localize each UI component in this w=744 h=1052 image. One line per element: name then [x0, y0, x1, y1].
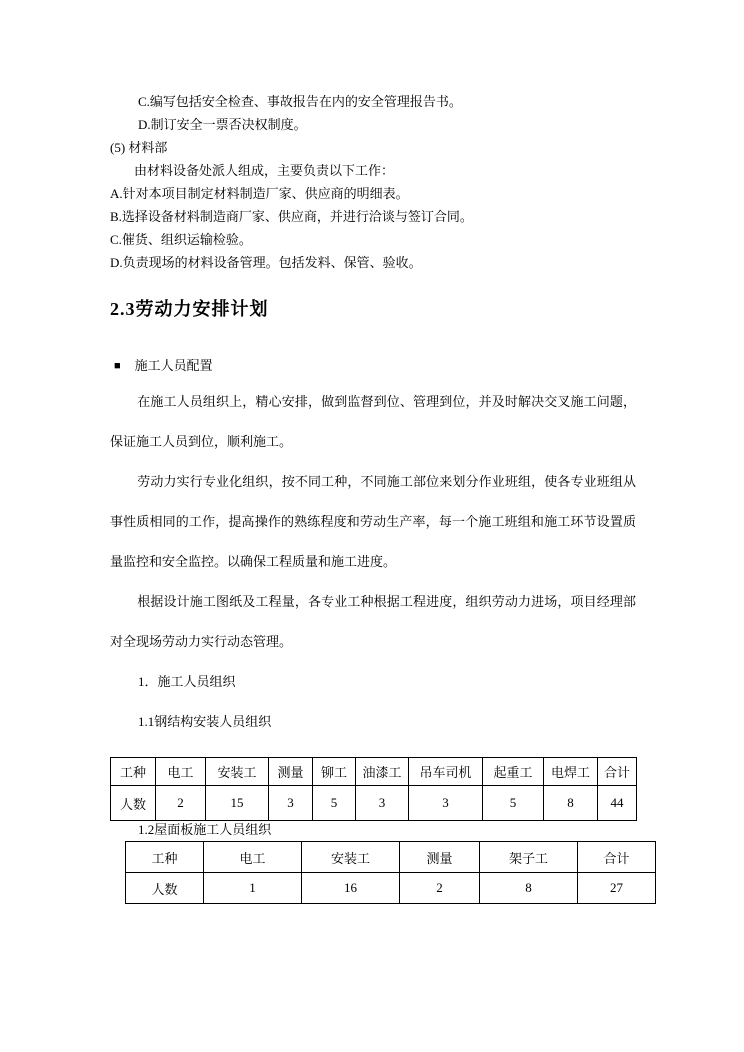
table-data-row [126, 873, 656, 904]
table-cell: 2 [156, 786, 206, 821]
table-cell: 电工 [156, 758, 206, 786]
task-item-b: B.选择设备材料制造商厂家、供应商，并进行洽谈与签订合同。 [110, 209, 473, 224]
roof-panel-staff-table [125, 841, 656, 904]
task-item-d: D.负责现场的材料设备管理。包括发料、保管、验收。 [110, 255, 422, 270]
table-cell: 人数 [111, 786, 156, 821]
table-cell: 测量 [269, 758, 313, 786]
table-cell: 电焊工 [544, 758, 598, 786]
square-bullet-icon: ■ [114, 360, 121, 372]
table-cell: 27 [578, 873, 656, 904]
task-item-a: A.针对本项目制定材料制造厂家、供应商的明细表。 [110, 186, 409, 201]
table-cell: 架子工 [480, 842, 578, 873]
table-cell: 测量 [400, 842, 480, 873]
table-cell: 合计 [578, 842, 656, 873]
section-heading: 2.3劳动力安排计划 [110, 299, 269, 319]
table-cell: 3 [269, 786, 313, 821]
table1-title: 1.1钢结构安装人员组织 [138, 714, 272, 729]
table-cell: 油漆工 [356, 758, 409, 786]
body-text-block [110, 382, 636, 742]
table-cell: 铆工 [313, 758, 356, 786]
table-cell: 5 [313, 786, 356, 821]
paragraph-veto-system: D.制订安全一票否决权制度。 [138, 117, 307, 132]
table-header-row [111, 758, 637, 786]
table-cell: 16 [302, 873, 400, 904]
paragraph-1: 在施工人员组织上，精心安排，做到监督到位、管理到位，并及时解决交叉施工问题，保证施工人员到位，顺利施工。 [110, 394, 636, 449]
table-cell: 吊车司机 [409, 758, 483, 786]
table-cell: 合计 [598, 758, 637, 786]
table-cell: 3 [409, 786, 483, 821]
table-cell: 工种 [111, 758, 156, 786]
paragraph-3: 根据设计施工图纸及工程量，各专业工种根据工程进度，组织劳动力进场，项目经理部对全现场劳动力实行动态管理。 [110, 594, 636, 649]
table-cell: 44 [598, 786, 637, 821]
table-cell: 3 [356, 786, 409, 821]
task-item-c: C.催货、组织运输检验。 [110, 232, 252, 247]
table-cell: 安装工 [302, 842, 400, 873]
paragraph-2: 劳动力实行专业化组织，按不同工种，不同施工部位来划分作业班组，使各专业班组从事性质相同的工作，提高操作的熟练程度和劳动生产率，每一个施工班组和施工环节设置质量监控和安全监控。以确保工程质量和施工进度。 [110, 474, 636, 569]
table-cell: 电工 [204, 842, 302, 873]
table-cell: 人数 [126, 873, 204, 904]
table-cell: 15 [206, 786, 269, 821]
steel-structure-staff-table [110, 757, 637, 821]
item5-intro: 由材料设备处派人组成，主要负责以下工作： [134, 163, 395, 178]
table-cell: 2 [400, 873, 480, 904]
table-header-row [126, 842, 656, 873]
table-cell: 8 [544, 786, 598, 821]
bullet-line [110, 359, 636, 373]
table-cell: 1 [204, 873, 302, 904]
table-cell: 5 [483, 786, 544, 821]
bullet-label: 施工人员配置 [134, 358, 213, 373]
table-cell: 起重工 [483, 758, 544, 786]
table2-title: 1.2屋面板施工人员组织 [138, 822, 272, 837]
paragraph-safety-report: C.编写包括安全检查、事故报告在内的安全管理报告书。 [138, 94, 462, 109]
table-cell: 8 [480, 873, 578, 904]
item5-title: (5) 材料部 [110, 140, 168, 155]
list1-title: 1．施工人员组织 [138, 674, 236, 689]
table-cell: 安装工 [206, 758, 269, 786]
table-cell: 工种 [126, 842, 204, 873]
table-data-row [111, 786, 637, 821]
pre-section-block [110, 90, 636, 274]
